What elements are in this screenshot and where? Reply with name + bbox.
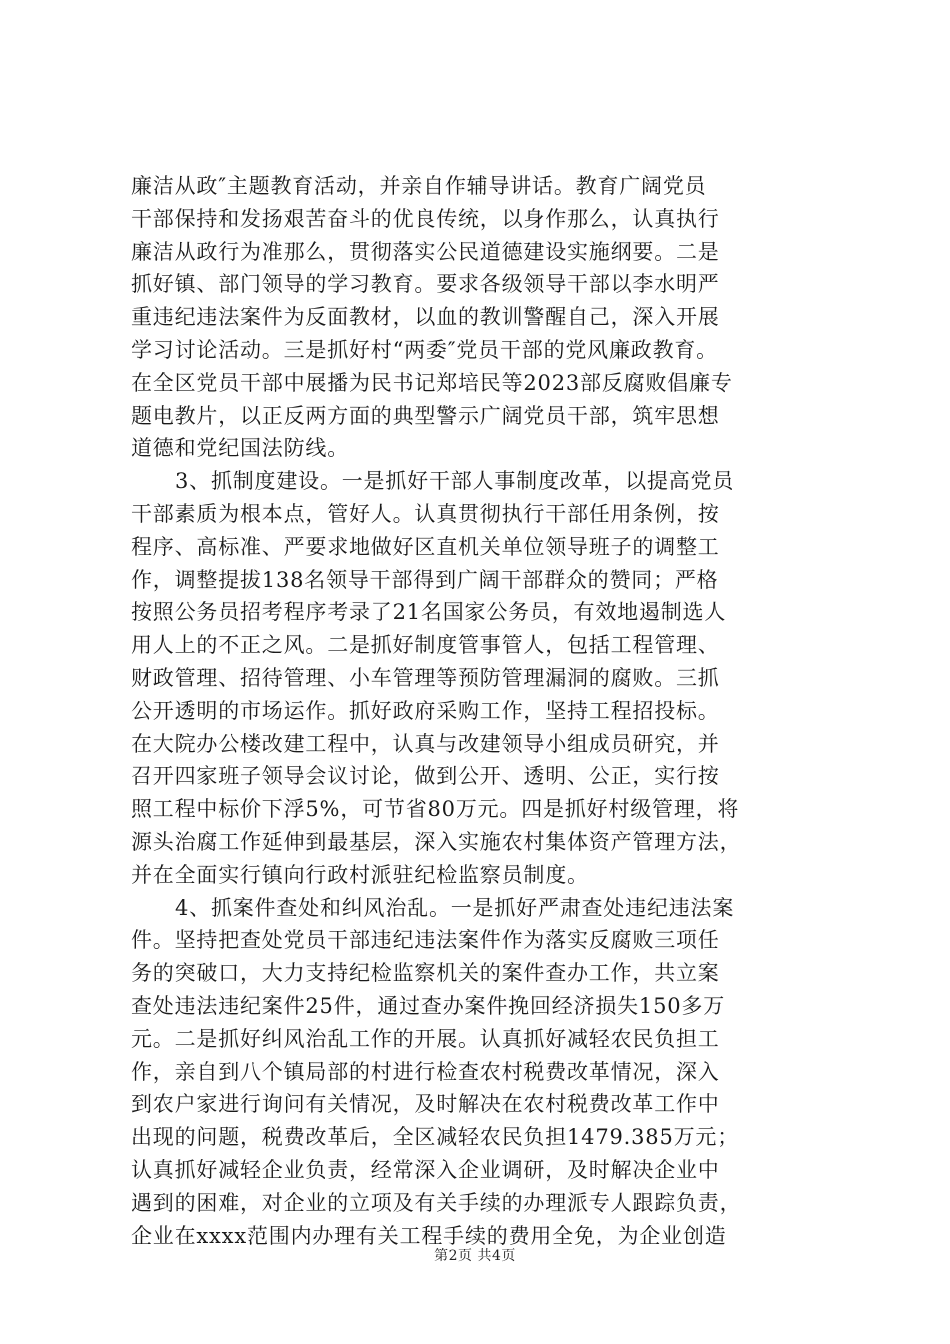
- text-line: 学习讨论活动。三是抓好村“两委″党员干部的党风廉政教育。: [131, 337, 718, 362]
- text-line: 件。坚持把查处党员干部违纪违法案件作为落实反腐败三项任: [131, 928, 720, 953]
- text-line: 程序、高标准、严要求地做好区直机关单位领导班子的调整工: [131, 534, 720, 559]
- paragraph-start-line: 3、抓制度建设。一是抓好干部人事制度改革，以提高党员: [175, 469, 735, 494]
- text-line: 作，调整提拔138名领导干部得到广阔干部群众的赞同；严格: [131, 567, 719, 592]
- text-line: 出现的问题，税费改革后，全区减轻农民负担1479.385万元；: [131, 1125, 739, 1150]
- text-line: 源头治腐工作延伸到最基层，深入实施农村集体资产管理方法，: [131, 829, 742, 854]
- text-line: 在大院办公楼改建工程中，认真与改建领导小组成员研究，并: [131, 731, 720, 756]
- text-line: 抓好镇、部门领导的学习教育。要求各级领导干部以李水明严: [131, 272, 720, 297]
- text-line: 廉洁从政″主题教育活动，并亲自作辅导讲话。教育广阔党员: [131, 174, 707, 198]
- text-line: 照工程中标价下浮5%，可节省80万元。四是抓好村级管理，将: [131, 797, 740, 822]
- text-line: 题电教片，以正反两方面的典型警示广阔党员干部，筑牢思想: [131, 403, 720, 428]
- text-line: 干部保持和发扬艰苦奋斗的优良传统，以身作那么，认真执行: [131, 206, 720, 231]
- text-line: 用人上的不正之风。二是抓好制度管事管人，包括工程管理、: [131, 633, 720, 658]
- text-line: 务的突破口，大力支持纪检监察机关的案件查办工作，共立案: [131, 961, 720, 986]
- text-line: 作，亲自到八个镇局部的村进行检查农村税费改革情况，深入: [131, 1059, 720, 1084]
- paragraph-start-line: 4、抓案件查处和纠风治乱。一是抓好严肃查处违纪违法案: [175, 895, 735, 920]
- text-line: 元。二是抓好纠风治乱工作的开展。认真抓好减轻农民负担工: [131, 1026, 720, 1051]
- text-line: 在全区党员干部中展播为民书记郑培民等2023部反腐败倡廉专: [131, 370, 733, 395]
- text-line: 道德和党纪国法防线。: [131, 436, 349, 461]
- text-line: 公开透明的市场运作。抓好政府采购工作，坚持工程招投标。: [131, 698, 720, 723]
- text-line: 查处违法违纪案件25件，通过查办案件挽回经济损失150多万: [131, 993, 726, 1018]
- text-line: 干部素质为根本点，管好人。认真贯彻执行干部任用条例，按: [131, 501, 720, 526]
- text-line: 遇到的困难，对企业的立项及有关手续的办理派专人跟踪负责，: [131, 1190, 742, 1215]
- text-line: 召开四家班子领导会议讨论，做到公开、透明、公正，实行按: [131, 764, 720, 789]
- text-line: 按照公务员招考程序考录了21名国家公务员，有效地遏制选人: [131, 600, 727, 625]
- text-line: 到农户家进行询问有关情况，及时解决在农村税费改革工作中: [131, 1092, 720, 1117]
- text-line: 廉洁从政行为准那么，贯彻落实公民道德建设实施纲要。二是: [131, 239, 720, 264]
- document-body: [131, 170, 831, 1252]
- text-line: 财政管理、招待管理、小车管理等预防管理漏洞的腐败。三抓: [131, 665, 720, 690]
- page-number-footer: 第2页 共4页: [434, 1248, 516, 1264]
- text-line: 企业在xxxx范围内办理有关工程手续的费用全免，为企业创造: [131, 1223, 727, 1248]
- text-line: 认真抓好减轻企业负责，经常深入企业调研，及时解决企业中: [131, 1157, 720, 1182]
- text-line: 重违纪违法案件为反面教材，以血的教训警醒自己，深入开展: [131, 305, 720, 330]
- text-line: 并在全面实行镇向行政村派驻纪检监察员制度。: [131, 862, 589, 887]
